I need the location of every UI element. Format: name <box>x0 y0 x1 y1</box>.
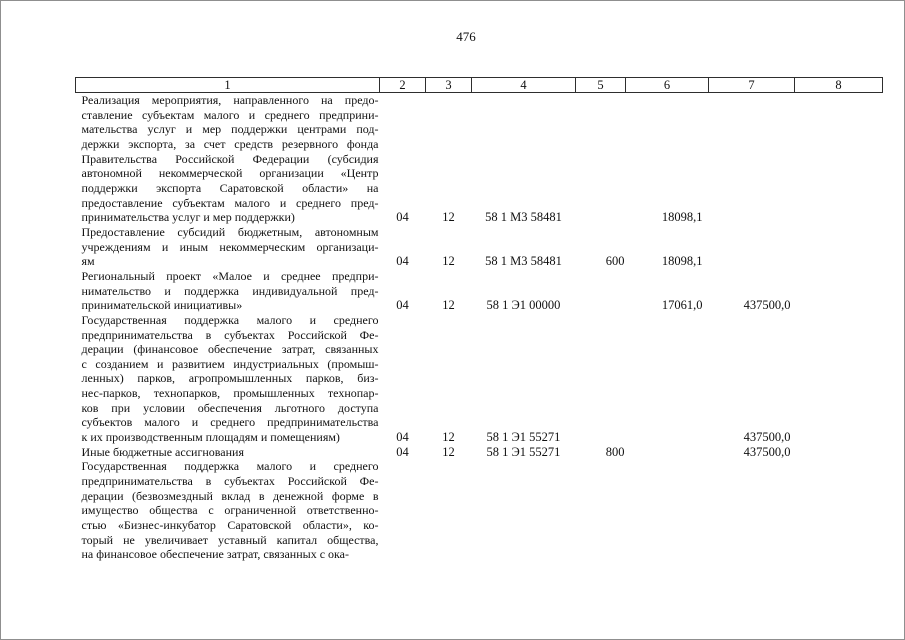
row-description-line: дерации (финансовое обеспечение затрат, связанных <box>81 342 379 357</box>
row-description-line: с созданием и развитием индустриальных (промыш- <box>81 356 379 371</box>
table-row <box>76 445 883 460</box>
row-description-line: учреждениям и иным некоммерческим организаци- <box>81 239 379 254</box>
row-description-line: к их производственным площадям и помещениям) <box>81 430 340 445</box>
cell-col6: 18098,1 <box>661 254 703 269</box>
row-description-line: ставление субъектам малого и среднего предприни- <box>81 107 379 122</box>
cell-col5 <box>576 93 626 225</box>
row-description-cell <box>76 459 380 562</box>
row-description-cell <box>76 93 380 225</box>
cell-col7: 437500,0 <box>743 444 791 459</box>
row-description-line: принимательской инициативы» <box>81 298 243 313</box>
cell-col8 <box>795 459 883 562</box>
row-description-line: предпринимательства в субъектах Российской Фе- <box>81 327 379 342</box>
cell-col6 <box>626 459 709 562</box>
cell-col8 <box>795 269 883 313</box>
cell-col5: 600 <box>605 254 625 269</box>
cell-col5 <box>576 313 626 445</box>
row-description-line: Региональный проект «Малое и среднее предпри- <box>81 268 379 283</box>
cell-col8 <box>795 445 883 460</box>
table-row <box>76 225 883 269</box>
row-description-cell <box>76 445 380 460</box>
table-row <box>76 93 883 225</box>
column-header-5: 5 <box>576 78 626 93</box>
column-header-4: 4 <box>472 78 576 93</box>
cell-col3: 12 <box>442 298 455 313</box>
cell-col5 <box>576 269 626 313</box>
column-header-8: 8 <box>795 78 883 93</box>
cell-col2: 04 <box>396 254 409 269</box>
row-description-line: субъектов малого и среднего предпринимательства <box>81 415 379 430</box>
row-description-line: имущество общества с ограниченной ответственно- <box>81 503 379 518</box>
row-description-line: Государственная поддержка малого и среднего <box>81 312 379 327</box>
cell-col6: 18098,1 <box>661 210 703 225</box>
cell-col6 <box>626 445 709 460</box>
row-description-cell <box>76 269 380 313</box>
cell-col4: 58 1 Э1 55271 <box>486 444 561 459</box>
cell-col4: 58 1 Э1 55271 <box>486 430 561 445</box>
cell-col7: 437500,0 <box>743 298 791 313</box>
cell-col4: 58 1 М3 58481 <box>485 210 562 225</box>
row-description-line: ям <box>81 254 95 269</box>
row-description-line: принимательства услуг и мер поддержки) <box>81 210 295 225</box>
table-row <box>76 269 883 313</box>
cell-col6 <box>626 313 709 445</box>
cell-col7 <box>709 225 795 269</box>
cell-col5: 800 <box>605 444 625 459</box>
column-header-1: 1 <box>76 78 380 93</box>
cell-col2 <box>380 459 426 562</box>
cell-col4: 58 1 М3 58481 <box>485 254 562 269</box>
table-row <box>76 313 883 445</box>
cell-col3: 12 <box>442 444 455 459</box>
row-description-line: нес-парков, технопарков, промышленных технопар- <box>81 386 379 401</box>
row-description-line: торый не увеличивает уставный капитал общества, <box>81 532 379 547</box>
cell-col8 <box>795 93 883 225</box>
row-description-line: Реализация мероприятия, направленного на предо- <box>81 93 379 107</box>
cell-col2: 04 <box>396 298 409 313</box>
cell-col7: 437500,0 <box>743 430 791 445</box>
row-description-line: ков при условии обеспечения льготного доступа <box>81 400 379 415</box>
cell-col6: 17061,0 <box>661 298 703 313</box>
cell-col2: 04 <box>396 430 409 445</box>
column-header-3: 3 <box>426 78 472 93</box>
row-description-line: на финансовое обеспечение затрат, связанных с ока- <box>81 547 350 562</box>
cell-col3: 12 <box>442 430 455 445</box>
row-description-line: предоставление субъектам малого и среднего пред- <box>81 195 379 210</box>
row-description-line: нимательство и поддержка индивидуальной пред- <box>81 283 379 298</box>
row-description-line: Предоставление субсидий бюджетным, автономным <box>81 224 379 239</box>
table-body <box>76 93 883 563</box>
row-description-cell <box>76 225 380 269</box>
row-description-line: мательства услуг и мер поддержки центрами под- <box>81 122 379 137</box>
row-description-line: ленных) парков, агропромышленных парков, биз- <box>81 371 379 386</box>
row-description-line: держки экспорта, за счет средств резервного фонда <box>81 136 379 151</box>
row-description-line: Иные бюджетные ассигнования <box>81 444 244 459</box>
cell-col4: 58 1 Э1 00000 <box>486 298 561 313</box>
cell-col3: 12 <box>442 210 455 225</box>
table-header-row <box>76 78 883 93</box>
row-description-line: поддержки экспорта Саратовской области» на <box>81 180 379 195</box>
page-number: 476 <box>456 29 476 44</box>
row-description-line: стью «Бизнес-инкубатор Саратовской области», ко- <box>81 518 379 533</box>
row-description-line: автономной некоммерческой организации «Центр <box>81 166 379 181</box>
cell-col3 <box>426 459 472 562</box>
row-description-line: Государственная поддержка малого и среднего <box>81 459 379 474</box>
row-description-line: Правительства Российской Федерации (субсидия <box>81 151 379 166</box>
cell-col2: 04 <box>396 444 409 459</box>
cell-col7 <box>709 459 795 562</box>
cell-col3: 12 <box>442 254 455 269</box>
row-description-line: дерации (безвозмездный вклад в денежной форме в <box>81 488 379 503</box>
column-header-2: 2 <box>380 78 426 93</box>
budget-table <box>75 77 883 562</box>
cell-col7 <box>709 93 795 225</box>
cell-col8 <box>795 225 883 269</box>
row-description-line: предпринимательства в субъектах Российской Фе- <box>81 474 379 489</box>
cell-col2: 04 <box>396 210 409 225</box>
column-header-7: 7 <box>709 78 795 93</box>
column-header-6: 6 <box>626 78 709 93</box>
cell-col8 <box>795 313 883 445</box>
cell-col5 <box>576 459 626 562</box>
table-row <box>76 459 883 562</box>
cell-col4 <box>472 459 576 562</box>
row-description-cell <box>76 313 380 445</box>
